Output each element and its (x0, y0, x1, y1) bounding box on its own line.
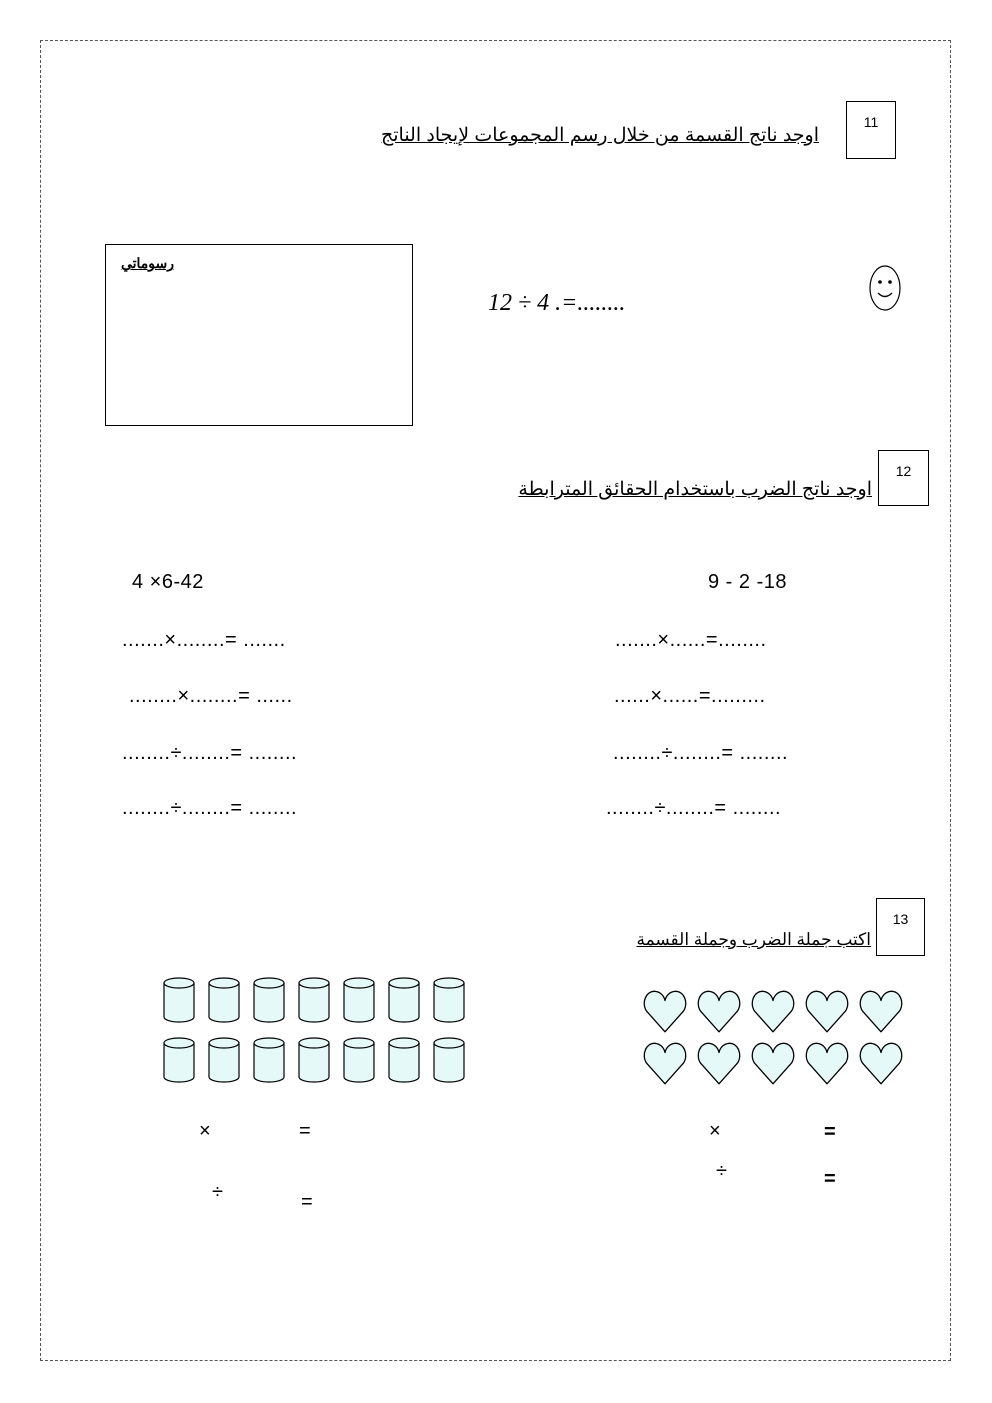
cylinder-icon (344, 1038, 374, 1082)
cylinder-icon (254, 978, 284, 1022)
question-13-title: اكتب جملة الضرب وجملة القسمة (636, 930, 871, 949)
left-fact-family: 4 ×6-42 (132, 571, 204, 593)
heart-icon (806, 1043, 847, 1083)
right-answer-line-1[interactable]: .......×......=........ (615, 629, 767, 651)
left-answer-line-1[interactable]: .......×........= ....... (122, 629, 286, 651)
right-answer-line-3[interactable]: ........÷........= ........ (613, 742, 789, 764)
cylinder-icon (344, 978, 374, 1022)
drawing-box[interactable] (105, 244, 413, 426)
heart-icon (752, 1043, 793, 1083)
right-answer-line-2[interactable]: ......×......=......... (614, 685, 766, 707)
heart-icon (698, 991, 739, 1031)
cylinder-times-equals: = (299, 1120, 311, 1142)
question-11-title: اوجد ناتج القسمة من خلال رسم المجموعات لإيجاد الناتج (380, 125, 819, 146)
cylinder-array (160, 974, 472, 1086)
heart-times-equals: = (824, 1121, 836, 1143)
heart-icon (644, 991, 685, 1031)
cylinder-icon (209, 978, 239, 1022)
cylinder-divide-equals: = (301, 1191, 313, 1213)
cylinder-icon (209, 1038, 239, 1082)
cylinder-icon (299, 1038, 329, 1082)
heart-icon (860, 991, 901, 1031)
right-fact-family: 9 - 2 -18 (708, 571, 787, 593)
heart-divide-equals: = (824, 1168, 836, 1190)
heart-divide-symbol: ÷ (716, 1160, 727, 1182)
heart-icon (752, 991, 793, 1031)
question-12-title: اوجد ناتج الضرب باستخدام الحقائق المترابطة (518, 479, 872, 500)
drawing-box-label: رسوماتي (120, 255, 174, 271)
cylinder-icon (389, 978, 419, 1022)
left-answer-line-2[interactable]: ........×........= ...... (129, 685, 293, 707)
heart-icon (860, 1043, 901, 1083)
heart-icon (644, 1043, 685, 1083)
cylinder-icon (164, 1038, 194, 1082)
question-12-number: 12 (878, 450, 929, 506)
heart-icon (698, 1043, 739, 1083)
right-answer-line-4[interactable]: ........÷........= ........ (606, 797, 782, 819)
question-13-number: 13 (876, 898, 925, 956)
cylinder-icon (254, 1038, 284, 1082)
heart-times-symbol: × (709, 1120, 721, 1142)
cylinder-divide-symbol: ÷ (212, 1181, 223, 1203)
cylinder-icon (164, 978, 194, 1022)
cylinder-icon (434, 978, 464, 1022)
left-answer-line-3[interactable]: ........÷........= ........ (122, 742, 298, 764)
cylinder-times-symbol: × (199, 1120, 211, 1142)
question-11-number: 11 (846, 101, 896, 159)
cylinder-icon (299, 978, 329, 1022)
left-answer-line-4[interactable]: ........÷........= ........ (122, 797, 298, 819)
cylinder-icon (389, 1038, 419, 1082)
heart-array (640, 988, 906, 1086)
division-expression: 12 ÷ 4 .=........ (488, 290, 626, 316)
heart-icon (806, 991, 847, 1031)
smiley-face-icon (868, 264, 902, 312)
cylinder-icon (434, 1038, 464, 1082)
